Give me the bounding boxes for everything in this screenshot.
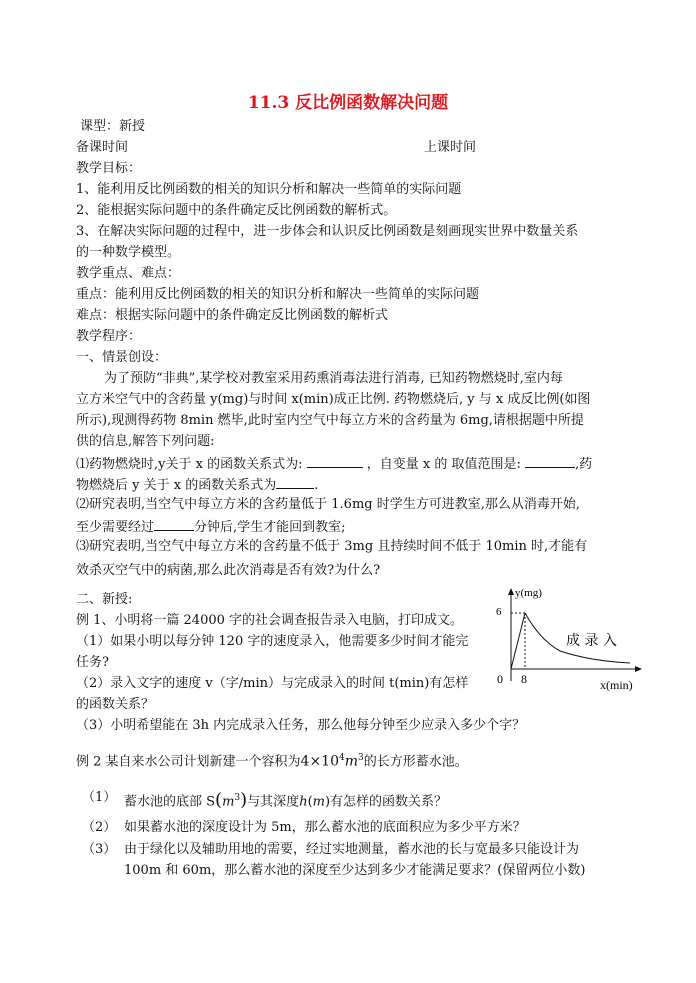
difficulty: 难点：根据实际问题中的条件确定反比例函数的解析式 xyxy=(76,308,389,323)
y-axis-arrow-icon xyxy=(508,588,514,595)
key-heading: 教学重点、难点： xyxy=(76,266,181,281)
question-2-line1: ⑵研究表明,当空气中每立方米的含药量低于 1.6mg 时学生方可进教室,那么从消毒开始, xyxy=(76,497,580,512)
answer-blank[interactable] xyxy=(154,517,194,531)
y-tick-label: 6 xyxy=(496,606,502,618)
class-time: 上课时间 xyxy=(424,140,477,155)
question-1-part5: . xyxy=(314,478,319,493)
volume-unit-exponent: 3 xyxy=(358,753,364,763)
prep-time: 备课时间 xyxy=(76,140,129,155)
question-1-part4: 物燃烧后 y 关于 x 的函数关系式为 xyxy=(76,478,277,493)
question-1-part3: ,药 xyxy=(574,457,593,472)
depth-symbol: h xyxy=(299,794,308,810)
example-1-q1-line2: 任务? xyxy=(76,655,109,670)
course-type: 课型：新授 xyxy=(80,119,146,134)
example-1-q1-line1: （1）如果小明以每分钟 120 字的速度录入，他需要多少时间才能完 xyxy=(76,634,469,649)
question-1-line2 xyxy=(76,475,318,495)
origin-label: 0 xyxy=(497,672,503,686)
question-2-line2 xyxy=(76,517,346,537)
example-2-q3-number: （3） xyxy=(82,842,117,857)
goal-1: 1、能利用反比例函数的相关的知识分析和解决一些简单的实际问题 xyxy=(76,182,462,197)
example-2-q1-part1: 蓄水池的底部 S xyxy=(124,794,216,810)
paragraph-line1: 为了预防“非典”,某学校对教室采用药熏消毒法进行消毒, 已知药物燃烧时,室内每 xyxy=(104,371,563,386)
paragraph-line2: 立方米空气中的含药量 y(mg)与时间 x(min)成正比例. 药物燃烧后, y 与 x 成反比例(如图 xyxy=(76,392,591,407)
example-2-q2-number: （2） xyxy=(82,820,117,835)
section-2-heading: 二、新授: xyxy=(76,592,133,607)
example-1-q3: （3）小明希望能在 3h 内完成录入任务，那么他每分钟至少应录入多少个字？ xyxy=(76,718,526,733)
example-2-q3-line1: 由于绿化以及辅助用地的需要，经过实地测量，蓄水池的长与宽最多只能设计为 xyxy=(124,842,580,857)
question-2-part2: 分钟后,学生才能回到教室; xyxy=(194,520,346,535)
lesson-title: 11.3 反比例函数解决问题 xyxy=(247,93,449,113)
example-2-q1-part3: 有怎样的函数关系？ xyxy=(330,794,448,810)
x-axis-label: x(min) xyxy=(600,678,633,692)
example-1: 例 1、小明将一篇 24000 字的社会调查报告录入电脑，打印成文。 xyxy=(76,613,464,628)
example-2 xyxy=(76,749,468,771)
depth-unit: m xyxy=(312,794,325,810)
question-1-line1 xyxy=(76,454,592,474)
volume-exponent: 4 xyxy=(339,753,345,763)
graph-annotation: 成 录 入 xyxy=(566,633,617,649)
example-2-q2: 如果蓄水池的深度设计为 5m，那么蓄水池的底面积应为多少平方米？ xyxy=(124,820,526,835)
question-1-part2: ，自变量 x 的 取值范围是: xyxy=(366,457,521,472)
volume-unit: m xyxy=(344,753,359,770)
goals-heading: 教学目标： xyxy=(76,161,142,176)
x-tick-label: 8 xyxy=(521,672,527,686)
answer-blank[interactable] xyxy=(525,454,575,468)
paragraph-line4: 供的信息,解答下列问题: xyxy=(76,434,215,449)
area-unit: m xyxy=(222,794,235,810)
question-2-part1: 至少需要经过 xyxy=(76,520,155,535)
example-2-part2: 的长方形蓄水池。 xyxy=(363,754,468,770)
x-axis-arrow-icon xyxy=(635,666,642,672)
volume-coefficient: 4×10 xyxy=(300,753,339,770)
area-unit-exponent: 3 xyxy=(234,793,241,803)
example-2-q1-number: （1） xyxy=(82,790,117,805)
example-2-q1: 蓄水池的底部 $S(m^3)$与其深度h(m)有怎样的函数关系？ xyxy=(124,789,448,811)
example-1-q2-line2: 的函数关系？ xyxy=(76,697,155,712)
question-3-line1: ⑶研究表明,当空气中每立方米的含药量不低于 3mg 且持续时间不低于 10min 时,才能有 xyxy=(76,539,588,554)
answer-blank[interactable] xyxy=(307,454,363,468)
paragraph-line3: 所示),现测得药物 8min 燃毕,此时室内空气中每立方米的含药量为 6mg,请根据题中所提 xyxy=(76,413,584,428)
example-2-q1-part2: 与其深度 xyxy=(247,794,300,810)
goal-3-line1: 3、在解决实际问题的过程中，进一步体会和认识反比例函数是刻画现实世界中数量关系 xyxy=(76,224,579,239)
y-axis-label: y(mg) xyxy=(515,587,542,599)
procedure-heading: 教学程序： xyxy=(76,329,142,344)
question-1-part1: ⑴药物燃烧时,y关于 x 的函数关系式为: xyxy=(76,457,303,472)
goal-2: 2、能根据实际问题中的条件确定反比例函数的解析式。 xyxy=(76,203,397,218)
linear-segment xyxy=(511,613,525,669)
answer-blank[interactable] xyxy=(276,475,314,489)
question-3-line2: 效杀灭空气中的病菌,那么此次消毒是否有效?为什么? xyxy=(76,563,381,578)
example-1-q2-line1: （2）录入文字的速度 v（字/min）与完成录入的时间 t(min)有怎样 xyxy=(76,676,469,691)
key-point: 重点：能利用反比例函数的相关的知识分析和解决一些简单的实际问题 xyxy=(76,287,480,302)
goal-3-line2: 的一种数学模型。 xyxy=(76,245,181,260)
disinfection-graph xyxy=(490,585,660,695)
example-2-part1: 例 2 某自来水公司计划新建一个容积为 xyxy=(76,754,301,770)
example-2-q3-line2: 100m 和 60m，那么蓄水池的深度至少达到多少才能满足要求？(保留两位小数) xyxy=(124,863,586,878)
section-1-heading: 一、情景创设： xyxy=(76,350,168,365)
